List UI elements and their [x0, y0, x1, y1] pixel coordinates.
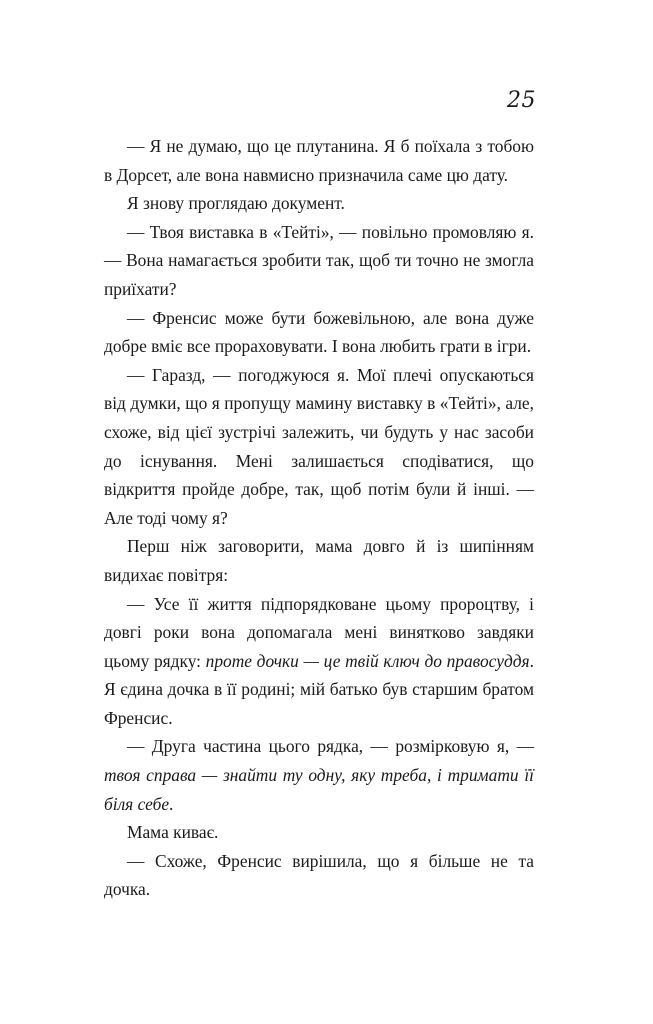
text-run: Я знову проглядаю документ.: [127, 193, 345, 214]
text-run: Мама киває.: [127, 822, 219, 843]
text-run: — Схоже, Френсис вирішила, що я більше не та дочка.: [104, 850, 534, 900]
paragraph: [104, 847, 534, 904]
text-run: — Я не думаю, що це плутанина. Я б поїхала з тобою в Дорсет, але вона навмисно призначила саме цю дату.: [104, 136, 534, 185]
paragraph: [104, 818, 534, 847]
text-run: . Я єдина дочка в її родині; мій батько був старшим братом Френсис.: [104, 650, 534, 728]
text-run: — Френсис може бути божевільною, але вона дуже добре вміє все прораховувати. І вона любить грати в ігри.: [104, 307, 534, 357]
paragraph: [104, 590, 534, 733]
paragraph: [104, 361, 534, 533]
paragraph: [104, 732, 534, 818]
text-run: — Друга частина цього рядка, — розмірковую я, —: [127, 736, 534, 757]
body-text: [104, 132, 534, 904]
paragraph: [104, 218, 534, 304]
paragraph: [104, 132, 534, 189]
text-run: — Гаразд, — погоджуюся я. Мої плечі опускаються від думки, що я пропущу мамину виставку в «Тейті», але, схоже, від цієї зустрічі залежить, чи будуть у нас засоби до існування. Мені залишається сподіватися, що відкриття пройде добре, так, щоб потім були й інші. — Але тоді чому я?: [104, 364, 534, 528]
italic-text-run: проте дочки — це твій ключ до правосуддя: [205, 650, 530, 671]
text-run: — Усе її життя підпорядковане цьому пророцтву, і довгі роки вона допомагала мені винятково завдяки цьому рядку:: [104, 593, 534, 671]
text-run: Перш ніж заговорити, мама довго й із шипінням видихає повітря:: [104, 536, 534, 585]
paragraph: [104, 532, 534, 589]
italic-text-run: твоя справа — знайти ту одну, яку треба, і тримати її біля себе: [104, 765, 534, 814]
page-number: 25: [507, 88, 536, 113]
paragraph: [104, 304, 534, 361]
text-run: — Твоя виставка в «Тейті», — повільно промовляю я. — Вона намагається зробити так, щоб ти точно не змогла приїхати?: [104, 221, 534, 299]
text-run: .: [169, 793, 174, 814]
paragraph: [104, 189, 534, 218]
